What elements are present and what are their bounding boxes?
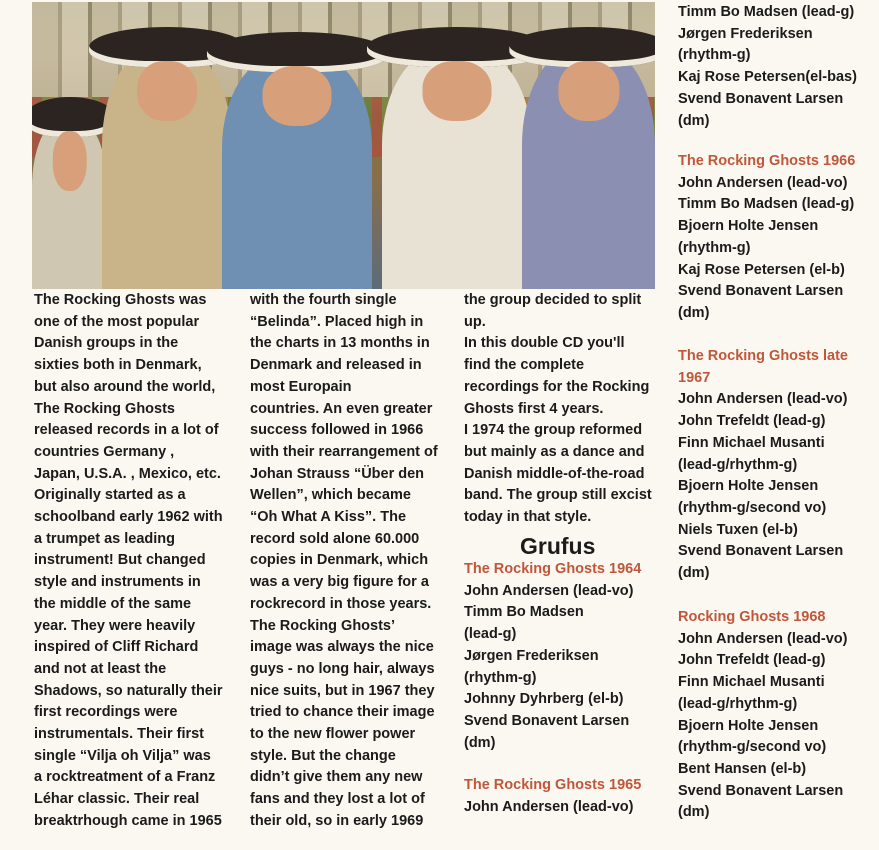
face xyxy=(52,131,87,191)
lineup-members: John Andersen (lead-vo) xyxy=(464,798,634,815)
lineup-title: The Rocking Ghosts 1966 xyxy=(678,153,856,169)
face xyxy=(137,61,197,121)
lineup-members: Timm Bo Madsen (lead-g) Jørgen Frederiksen (rhythm-g) Kaj Rose Petersen(el-bas) Svend Bonavent Larsen (dm) xyxy=(678,4,857,129)
band-member-figure xyxy=(222,54,372,289)
face xyxy=(558,61,619,121)
lineup-1968 xyxy=(678,607,878,824)
article-column-2: with the fourth single “Belinda”. Placed high in the charts in 13 months in Denmark and released in most Europain countries. An even greater success followed in 1966 with their rearrangement of Johan Strauss “Über den Wellen”, which became “Oh What A Kiss”. The record sold alone 60.000 copies in Denmark, which was a very big figure for a rockrecord in those years. The Rocking Ghosts’ image was always the nice guys - no long hair, always nice suits, but in 1967 they tried to chance their image to the new flower power style. But the change didn’t give them any new fans and they lost a lot of their old, so in early 1969 xyxy=(250,292,438,829)
lineup-1966 xyxy=(678,151,878,325)
band-member-figure xyxy=(32,119,107,289)
band-member-figure xyxy=(102,49,232,289)
face xyxy=(423,61,492,121)
lineup-title: The Rocking Ghosts late 1967 xyxy=(678,348,848,386)
lineup-1965-continued xyxy=(678,2,878,132)
lineup-1965 xyxy=(464,775,664,818)
article-column-3: the group decided to split up. In this double CD you'll find the complete recordings for the Rocking Ghosts first 4 years. I 1974 the group reformed but mainly as a dance and Danish middle-of-the-road band. The group still excist today in that style. xyxy=(464,292,652,526)
grufus-heading: Grufus xyxy=(520,533,596,559)
lineup-members: John Andersen (lead-vo) Timm Bo Madsen (lead-g) Jørgen Frederiksen (rhythm-g) Johnny Dyhrberg (el-b) Svend Bonavent Larsen (dm) xyxy=(464,582,634,751)
lineup-members: John Andersen (lead-vo) Timm Bo Madsen (lead-g) Bjoern Holte Jensen (rhythm-g) Kaj Rose Petersen (el-b) Svend Bonavent Larsen (dm) xyxy=(678,174,855,321)
lineup-title: Rocking Ghosts 1968 xyxy=(678,609,826,625)
lineup-1964 xyxy=(464,559,664,754)
band-photo xyxy=(32,2,655,289)
face xyxy=(263,66,332,126)
band-member-figure xyxy=(522,49,655,289)
article-column-1: The Rocking Ghosts was one of the most popular Danish groups in the sixties both in Denmark, but also around the world, The Rocking Ghosts released records in a lot of countries Germany , Japan, U.S.A. , Mexico, etc. Originally started as a schoolband early 1962 with a trumpet as leading instrument! But changed style and instruments in the middle of the same year. They were heavily inspired of Cliff Richard and not at least the Shadows, so naturally their first recordings were instrumentals. Their first single “Vilja oh Vilja” was a rocktreatment of a Franz Léhar classic. Their real breaktrhough came in 1965 xyxy=(34,292,223,829)
lineup-title: The Rocking Ghosts 1965 xyxy=(464,777,642,793)
lineup-members: John Andersen (lead-vo) John Trefeldt (lead-g) Finn Michael Musanti (lead-g/rhythm-g) Bjoern Holte Jensen (rhythm-g/second vo) Bent Hansen (el-b) Svend Bonavent Larsen (dm) xyxy=(678,630,848,821)
lineup-late-1967 xyxy=(678,346,878,585)
lineup-members: John Andersen (lead-vo) John Trefeldt (lead-g) Finn Michael Musanti (lead-g/rhythm-g) Bjoern Holte Jensen (rhythm-g/second vo) Niels Tuxen (el-b) Svend Bonavent Larsen (dm) xyxy=(678,391,848,582)
band-member-figure xyxy=(382,49,532,289)
lineup-title: The Rocking Ghosts 1964 xyxy=(464,561,642,577)
